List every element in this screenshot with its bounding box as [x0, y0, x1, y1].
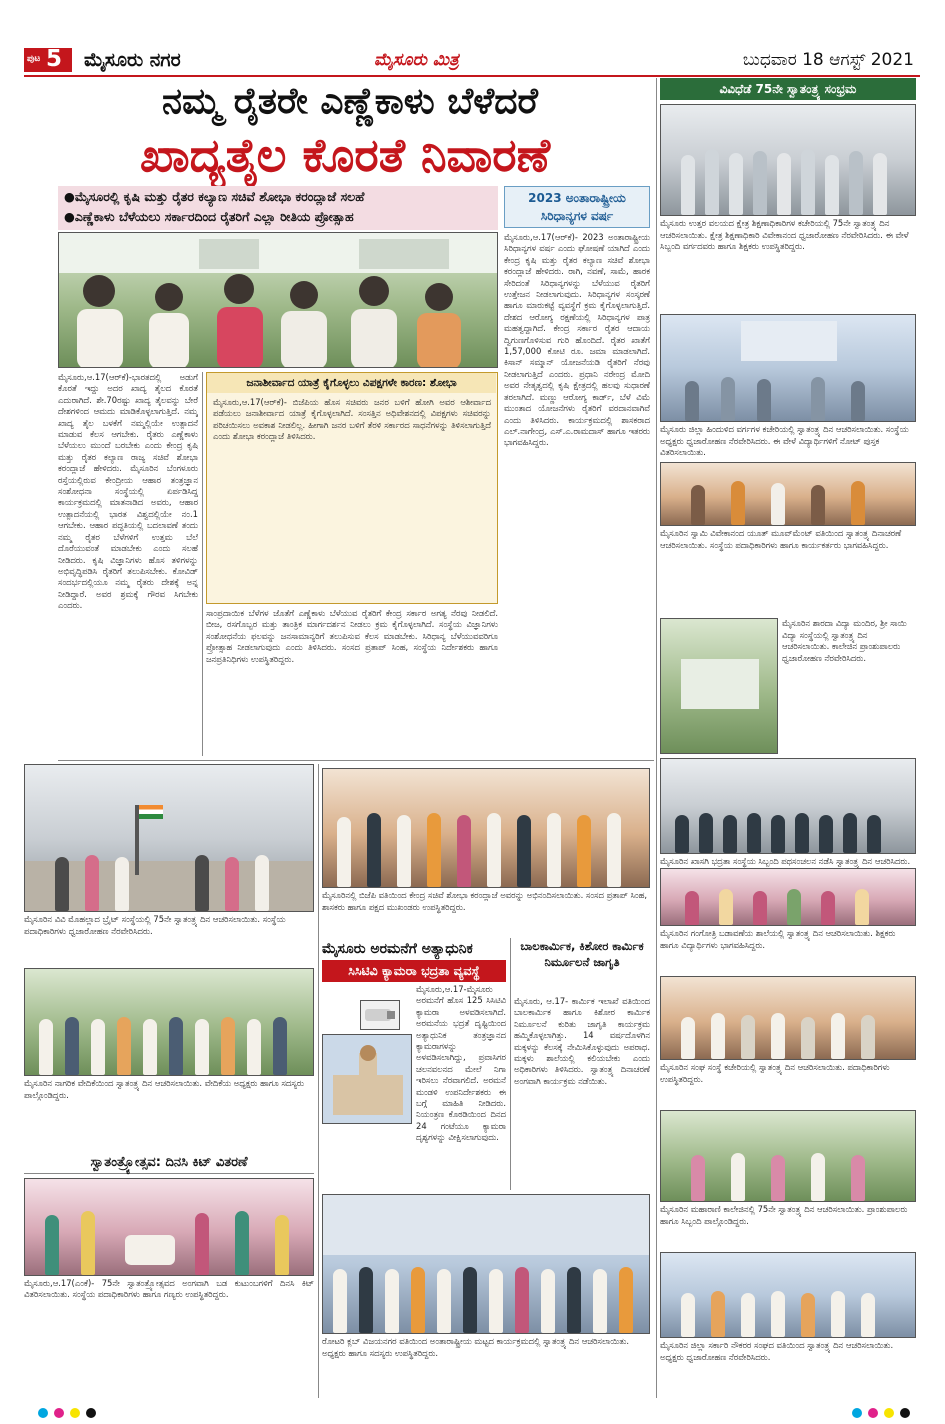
center-cap-felicitation: ಮೈಸೂರಿನಲ್ಲಿ ಬಿಜೆಪಿ ವತಿಯಿಂದ ಕೇಂದ್ರ ಸಚಿವೆ ಶೋಭಾ ಕರಂದ್ಲಾಜೆ ಅವರನ್ನು ಅಭಿನಂದಿಸಲಾಯಿತು. ಸಂಸದ ಪ್ರತಾಪ್ ಸಿಂಹ, ಶಾಸಕರು ಹಾಗೂ ಪಕ್ಷದ ಮುಖಂಡರು ಉಪಸ್ಥಿತರಿದ್ದರು. [322, 890, 648, 912]
right-photo-1 [660, 104, 916, 216]
right-cap-7: ಮೈಸೂರಿನ ಸಂಘ ಸಂಸ್ಥೆ ಕಚೇರಿಯಲ್ಲಿ ಸ್ವಾತಂತ್ರ್ಯ ದಿನ ಆಚರಿಸಲಾಯಿತು. ಪದಾಧಿಕಾರಿಗಳು ಉಪಸ್ಥಿತರಿದ್ದರು. [660, 1062, 890, 1084]
left-cap-2: ಮೈಸೂರಿನ ನಾಗರಿಕ ವೇದಿಕೆಯಿಂದ ಸ್ವಾತಂತ್ರ್ಯ ದಿನ ಆಚರಿಸಲಾಯಿತು. ವೇದಿಕೆಯ ಅಧ್ಯಕ್ಷರು ಹಾಗೂ ಸದಸ್ಯರು ಪಾಲ್ಗೊಂಡಿದ್ದರು. [24, 1078, 304, 1100]
page-label-box [24, 48, 72, 72]
palace-headline-1: ಮೈಸೂರು ಅರಮನೆಗೆ ಅತ್ಯಾಧುನಿಕ [322, 941, 473, 957]
left-photo-civic [24, 968, 314, 1076]
masthead [24, 46, 920, 76]
kit-body: ಮೈಸೂರು,ಆ.17(ಎಂಕೆ)- 75ನೇ ಸ್ವಾತಂತ್ರ್ಯೋತ್ಸವದ ಅಂಗವಾಗಿ ಬಡ ಕುಟುಂಬಗಳಿಗೆ ದಿನಸಿ ಕಿಟ್ ವಿತರಿಸಲಾಯಿತು. ಸಂಸ್ಥೆಯ ಪದಾಧಿಕಾರಿಗಳು ಹಾಗೂ ಗಣ್ಯರು ಉಪಸ್ಥಿತರಿದ್ದರು. [24, 1278, 314, 1300]
center-photo-rotary [322, 1194, 650, 1334]
lead-photo-figures [59, 233, 498, 368]
center-cap-rotary: ರೋಟರಿ ಕ್ಲಬ್ ವಿಜಯನಗರ ವತಿಯಿಂದ ಅಂತಾರಾಷ್ಟ್ರೀಯ ಮಟ್ಟದ ಕಾರ್ಯಕ್ರಮದಲ್ಲಿ ಸ್ವಾತಂತ್ರ್ಯ ದಿನ ಆಚರಿಸಲಾಯಿತು. ಅಧ್ಯಕ್ಷರು ಹಾಗೂ ಸದಸ್ಯರು ಉಪಸ್ಥಿತರಿದ್ದರು. [322, 1336, 630, 1358]
page-number: 5 [46, 46, 63, 72]
lead-bullet-2: ●ಎಣ್ಣೆಕಾಳು ಬೆಳೆಯಲು ಸರ್ಕಾರದಿಂದ ರೈತರಿಗೆ ಎಲ್ಲಾ ರೀತಿಯ ಪ್ರೋತ್ಸಾಹ [64, 209, 354, 224]
right-column-header: ವಿವಿಧೆಡೆ 75ನೇ ಸ್ವಾತಂತ್ರ್ಯ ಸಂಭ್ರಮ [660, 78, 916, 100]
millets-year-title-box [504, 186, 650, 228]
janashirvad-box-body: ಮೈಸೂರು,ಆ.17(ಆರ್‌ಕೆ)- ಬಿಜೆಪಿಯ ಹೊಸ ಸಚಿವರು ಜನರ ಬಳಿಗೆ ಹೋಗಿ ಅವರ ಆಶೀರ್ವಾದ ಪಡೆಯಲು ಜನಾಶೀರ್ವಾದ ಯಾತ್ರೆ ಕೈಗೊಳ್ಳಲಾಗಿದೆ. ಸಂಸತ್ತಿನ ಅಧಿವೇಶನದಲ್ಲಿ ವಿಪಕ್ಷಗಳು ಸಚಿವರನ್ನು ಪರಿಚಯಿಸಲು ಅವಕಾಶ ನೀಡಲಿಲ್ಲ. ಹೀಗಾಗಿ ಜನರ ಬಳಿಗೆ ತೆರಳಿ ಸರ್ಕಾರದ ಸಾಧನೆಗಳನ್ನು ತಿಳಿಸಲಾಗುತ್ತಿದೆ ಎಂದು ಶೋಭಾ ಕರಂದ್ಲಾಜೆ ತಿಳಿಸಿದರು. [213, 397, 491, 442]
palace-body: ಮೈಸೂರು,ಆ.17-ಮೈಸೂರು ಅರಮನೆಗೆ ಹೊಸ 125 ಸಿಸಿಟಿವಿ ಕ್ಯಾಮರಾ ಅಳವಡಿಸಲಾಗಿದೆ. ಅರಮನೆಯ ಭದ್ರತೆ ದೃಷ್ಟಿಯಿಂದ ಅತ್ಯಾಧುನಿಕ ತಂತ್ರಜ್ಞಾನದ ಕ್ಯಾಮರಾಗಳನ್ನು ಅಳವಡಿಸಲಾಗಿದ್ದು, ಪ್ರವಾಸಿಗರ ಚಲನವಲನದ ಮೇಲೆ ನಿಗಾ ಇರಿಸಲು ನೆರವಾಗಲಿದೆ. ಅರಮನೆ ಮಂಡಳಿ ಉಪನಿರ್ದೇಶಕರು ಈ ಬಗ್ಗೆ ಮಾಹಿತಿ ನೀಡಿದರು. ನಿಯಂತ್ರಣ ಕೊಠಡಿಯಿಂದ ದಿನದ 24 ಗಂಟೆಯೂ ಕ್ಯಾಮರಾ ದೃಶ್ಯಗಳನ್ನು ವೀಕ್ಷಿಸಲಾಗುವುದು. [416, 984, 506, 1143]
millets-year-title: 2023 ಅಂತಾರಾಷ್ಟ್ರೀಯ ಸಿರಿಧಾನ್ಯಗಳ ವರ್ಷ [528, 191, 626, 223]
center-photo-felicitation [322, 768, 650, 888]
lead-subheads [58, 186, 498, 230]
right-cap-5: ಮೈಸೂರಿನ ಖಾಸಗಿ ಭದ್ರತಾ ಸಂಸ್ಥೆಯ ಸಿಬ್ಬಂದಿ ಪಥಸಂಚಲನ ನಡೆಸಿ ಸ್ವಾತಂತ್ರ್ಯ ದಿನ ಆಚರಿಸಿದರು. [660, 856, 911, 866]
right-photo-2 [660, 314, 916, 422]
right-cap-1: ಮೈಸೂರು ಉತ್ತರ ವಲಯದ ಕ್ಷೇತ್ರ ಶಿಕ್ಷಣಾಧಿಕಾರಿಗಳ ಕಚೇರಿಯಲ್ಲಿ 75ನೇ ಸ್ವಾತಂತ್ರ್ಯ ದಿನ ಆಚರಿಸಲಾಯಿತು. ಕ್ಷೇತ್ರ ಶಿಕ್ಷಣಾಧಿಕಾರಿ ವಿವೇಕಾನಂದ ಧ್ವಜಾರೋಹಣ ನೆರವೇರಿಸಿದರು. ಈ ವೇಳೆ ಸಿಬ್ಬಂದಿ ವರ್ಗದವರು ಹಾಗೂ ಶಿಕ್ಷಕರು ಉಪಸ್ಥಿತರಿದ್ದರು. [660, 218, 909, 252]
kit-headline: ಸ್ವಾತಂತ್ರ್ಯೋತ್ಸವ: ದಿನಸಿ ಕಿಟ್ ವಿತರಣೆ [24, 1152, 314, 1174]
child-labour-body: ಮೈಸೂರು, ಆ.17- ಕಾರ್ಮಿಕ ಇಲಾಖೆ ವತಿಯಿಂದ ಬಾಲಕಾರ್ಮಿಕ ಹಾಗೂ ಕಿಶೋರ ಕಾರ್ಮಿಕ ನಿರ್ಮೂಲನೆ ಕುರಿತು ಜಾಗೃತಿ ಕಾರ್ಯಕ್ರಮ ಹಮ್ಮಿಕೊಳ್ಳಲಾಗಿತ್ತು. 14 ವರ್ಷದೊಳಗಿನ ಮಕ್ಕಳನ್ನು ಕೆಲಸಕ್ಕೆ ನೇಮಿಸಿಕೊಳ್ಳುವುದು ಅಪರಾಧ. ಮಕ್ಕಳು ಶಾಲೆಯಲ್ಲಿ ಕಲಿಯಬೇಕು ಎಂದು ಅಧಿಕಾರಿಗಳು ತಿಳಿಸಿದರು. ಸ್ವಾತಂತ್ರ್ಯ ದಿನಾಚರಣೆ ಅಂಗವಾಗಿ ಕಾರ್ಯಕ್ರಮ ನಡೆಯಿತು. [514, 996, 650, 1086]
janashirvad-box [206, 372, 498, 604]
registration-marks [0, 1404, 945, 1424]
millets-year-body: ಮೈಸೂರು,ಆ.17(ಆರ್‌ಕೆ)- 2023 ಅಂತಾರಾಷ್ಟ್ರೀಯ ಸಿರಿಧಾನ್ಯಗಳ ವರ್ಷ ಎಂದು ಘೋಷಣೆ ಯಾಗಿದೆ ಎಂದು ಕೇಂದ್ರ ಕೃಷಿ ಮತ್ತು ರೈತರ ಕಲ್ಯಾಣ ಸಚಿವೆ ಶೋಭಾ ಕರಂದ್ಲಾಜೆ ಹೇಳಿದರು. ರಾಗಿ, ನವಣೆ, ಸಾಮೆ, ಹಾರಕ ಸೇರಿದಂತೆ ಸಿರಿಧಾನ್ಯಗಳನ್ನು ಬೆಳೆಯುವ ರೈತರಿಗೆ ಉತ್ತೇಜನ ನೀಡಲಾಗುವುದು. ಸಿರಿಧಾನ್ಯಗಳ ಸಂಸ್ಕರಣೆ ಹಾಗೂ ಮಾರುಕಟ್ಟೆ ವ್ಯವಸ್ಥೆಗೆ ಕ್ರಮ ಕೈಗೊಳ್ಳಲಾಗುತ್ತಿದೆ. ದೇಶದ ಆರೋಗ್ಯ ರಕ್ಷಣೆಯಲ್ಲಿ ಸಿರಿಧಾನ್ಯಗಳ ಪಾತ್ರ ಮಹತ್ವದ್ದಾಗಿದೆ. ಕೇಂದ್ರ ಸರ್ಕಾರ ರೈತರ ಆದಾಯ ದ್ವಿಗುಣಗೊಳಿಸುವ ಗುರಿ ಹೊಂದಿದೆ. ರೈತರ ಖಾತೆಗೆ 1,57,000 ಕೋಟಿ ರೂ. ಜಮಾ ಮಾಡಲಾಗಿದೆ. ಕಿಸಾನ್ ಸಮ್ಮಾನ್ ಯೋಜನೆಯಡಿ ರೈತರಿಗೆ ನೆರವು ನೀಡಲಾಗುತ್ತಿದೆ ಎಂದರು. ಪ್ರಧಾನಿ ನರೇಂದ್ರ ಮೋದಿ ಅವರ ನೇತೃತ್ವದಲ್ಲಿ ಕೃಷಿ ಕ್ಷೇತ್ರದಲ್ಲಿ ಹಲವು ಸುಧಾರಣೆ ತರಲಾಗಿದೆ. ಮಣ್ಣು ಆರೋಗ್ಯ ಕಾರ್ಡ್, ಬೆಳೆ ವಿಮೆ ಮುಂತಾದ ಯೋಜನೆಗಳು ರೈತರಿಗೆ ವರದಾನವಾಗಿವೆ ಎಂದು ತಿಳಿಸಿದರು. ಕಾರ್ಯಕ್ರಮದಲ್ಲಿ ಶಾಸಕರಾದ ಎಲ್.ನಾಗೇಂದ್ರ, ಎಸ್.ಎ.ರಾಮದಾಸ್ ಹಾಗೂ ಇತರರು ಭಾಗವಹಿಸಿದ್ದರು. [504, 232, 650, 448]
lead-photo-minister-meeting [58, 232, 498, 368]
lead-body-col2: ಸಾಂಪ್ರದಾಯಿಕ ಬೆಳೆಗಳ ಜೊತೆಗೆ ಎಣ್ಣೆಕಾಳು ಬೆಳೆಯುವ ರೈತರಿಗೆ ಕೇಂದ್ರ ಸರ್ಕಾರ ಅಗತ್ಯ ನೆರವು ನೀಡಲಿದೆ. ಬೀಜ, ರಸಗೊಬ್ಬರ ಮತ್ತು ತಾಂತ್ರಿಕ ಮಾರ್ಗದರ್ಶನ ನೀಡಲು ಕ್ರಮ ಕೈಗೊಳ್ಳಲಾಗಿದೆ. ಸಂಸ್ಥೆಯ ವಿಜ್ಞಾನಿಗಳು ಸಂಶೋಧನೆಯ ಫಲವನ್ನು ಜನಸಾಮಾನ್ಯರಿಗೆ ತಲುಪಿಸುವ ಕೆಲಸ ಮಾಡಬೇಕು. ಸಿರಿಧಾನ್ಯ ಬೆಳೆಯುವವರಿಗೂ ಪ್ರೋತ್ಸಾಹ ನೀಡಲಾಗುವುದು ಎಂದು ತಿಳಿಸಿದರು. ಸಂಸದ ಪ್ರತಾಪ್ ಸಿಂಹ, ಸಂಸ್ಥೆಯ ನಿರ್ದೇಶಕರು ಹಾಗೂ ಜನಪ್ರತಿನಿಧಿಗಳು ಉಪಸ್ಥಿತರಿದ್ದರು. [206, 608, 498, 664]
child-labour-headline: ಬಾಲಕಾರ್ಮಿಕ, ಕಿಶೋರ ಕಾರ್ಮಿಕ ನಿರ್ಮೂಲನೆ ಜಾಗೃತಿ [520, 939, 644, 969]
janashirvad-box-title: ಜನಾಶೀರ್ವಾದ ಯಾತ್ರೆ ಕೈಗೊಳ್ಳಲು ವಿಪಕ್ಷಗಳೇ ಕಾರಣ: ಶೋಭಾ [207, 373, 496, 393]
page-label: ಪುಟ [27, 54, 41, 64]
paper-name: ಮೈಸೂರು ಮಿತ್ರ [374, 50, 459, 70]
left-photo-bright [24, 764, 314, 912]
left-cap-1: ಮೈಸೂರಿನ ವಿವಿ ಮೊಹಲ್ಲಾದ ಬ್ರೈಟ್ ಸಂಸ್ಥೆಯಲ್ಲಿ 75ನೇ ಸ್ವಾತಂತ್ರ್ಯ ದಿನ ಆಚರಿಸಲಾಯಿತು. ಸಂಸ್ಥೆಯ ಪದಾಧಿಕಾರಿಗಳು ಧ್ವಜಾರೋಹಣ ನೆರವೇರಿಸಿದರು. [24, 914, 286, 936]
palace-headline-2: ಸಿಸಿಟಿವಿ ಕ್ಯಾಮರಾ ಭದ್ರತಾ ವ್ಯವಸ್ಥೆ [322, 960, 506, 982]
date-line: ಬುಧವಾರ 18 ಆಗಸ್ಟ್ 2021 [742, 50, 914, 70]
lead-bullet-1: ●ಮೈಸೂರಲ್ಲಿ ಕೃಷಿ ಮತ್ತು ರೈತರ ಕಲ್ಯಾಣ ಸಚಿವೆ ಶೋಭಾ ಕರಂದ್ಲಾಜೆ ಸಲಹೆ [64, 189, 365, 204]
palace-photo [322, 1034, 412, 1124]
right-cap-4: ಮೈಸೂರಿನ ಶಾರದಾ ವಿದ್ಯಾ ಮಂದಿರ, ಶ್ರೀ ಸಾಯಿ ವಿದ್ಯಾ ಸಂಸ್ಥೆಯಲ್ಲಿ ಸ್ವಾತಂತ್ರ್ಯ ದಿನ ಆಚರಿಸಲಾಯಿತು. ಕಾಲೇಜಿನ ಪ್ರಾಂಶುಪಾಲರು ಧ್ವಜಾರೋಹಣ ನೆರವೇರಿಸಿದರು. [782, 618, 907, 663]
right-cap-2: ಮೈಸೂರು ಜಿಲ್ಲಾ ಹಿಂದುಳಿದ ವರ್ಗಗಳ ಕಚೇರಿಯಲ್ಲಿ ಸ್ವಾತಂತ್ರ್ಯ ದಿನ ಆಚರಿಸಲಾಯಿತು. ಸಂಸ್ಥೆಯ ಅಧ್ಯಕ್ಷರು ಧ್ವಜಾರೋಹಣ ನೆರವೇರಿಸಿದರು. ಈ ವೇಳೆ ವಿದ್ಯಾರ್ಥಿಗಳಿಗೆ ನೋಟ್ ಪುಸ್ತಕ ವಿತರಿಸಲಾಯಿತು. [660, 424, 909, 458]
lead-headline-1: ನಮ್ಮ ರೈತರೇ ಎಣ್ಣೆಕಾಳು ಬೆಳೆದರೆ [162, 81, 538, 122]
right-photo-4 [660, 618, 778, 754]
right-photo-9 [660, 1252, 916, 1338]
right-photo-3 [660, 462, 916, 526]
right-cap-9: ಮೈಸೂರಿನ ಜಿಲ್ಲಾ ಸರ್ಕಾರಿ ನೌಕರರ ಸಂಘದ ವತಿಯಿಂದ ಸ್ವಾತಂತ್ರ್ಯ ದಿನ ಆಚರಿಸಲಾಯಿತು. ಅಧ್ಯಕ್ಷರು ಧ್ವಜಾರೋಹಣ ನೆರವೇರಿಸಿದರು. [660, 1340, 894, 1362]
right-cap-8: ಮೈಸೂರಿನ ಮಹಾರಾಣಿ ಕಾಲೇಜಿನಲ್ಲಿ 75ನೇ ಸ್ವಾತಂತ್ರ್ಯ ದಿನ ಆಚರಿಸಲಾಯಿತು. ಪ್ರಾಂಶುಪಾಲರು ಹಾಗೂ ಸಿಬ್ಬಂದಿ ಪಾಲ್ಗೊಂಡಿದ್ದರು. [660, 1204, 908, 1226]
right-photo-5 [660, 758, 916, 854]
right-photo-6 [660, 868, 916, 926]
lead-headline-2: ಖಾದ್ಯತೈಲ ಕೊರತೆ ನಿವಾರಣೆ [139, 128, 551, 182]
right-photo-7 [660, 976, 916, 1060]
right-photo-8 [660, 1110, 916, 1202]
right-cap-6: ಮೈಸೂರಿನ ಗಂಗೋತ್ರಿ ಬಡಾವಣೆಯ ಶಾಲೆಯಲ್ಲಿ ಸ್ವಾತಂತ್ರ್ಯ ದಿನ ಆಚರಿಸಲಾಯಿತು. ಶಿಕ್ಷಕರು ಹಾಗೂ ವಿದ್ಯಾರ್ಥಿಗಳು ಭಾಗವಹಿಸಿದ್ದರು. [660, 928, 896, 950]
left-photo-kit [24, 1178, 314, 1276]
section-title: ಮೈಸೂರು ನಗರ [84, 49, 181, 71]
lead-body-col1: ಮೈಸೂರು,ಆ.17(ಆರ್‌ಕೆ)-ಭಾರತದಲ್ಲಿ ಅಡುಗೆ ಕೊರತೆ ಇದ್ದು ಅದರ ಖಾದ್ಯ ತೈಲದ ಕೊರತೆ ಎದುರಾಗಿದೆ. ಶೇ.70ರಷ್ಟು ಖಾದ್ಯ ತೈಲವನ್ನು ಬೇರೆ ದೇಶಗಳಿಂದ ಆಮದು ಮಾಡಿಕೊಳ್ಳಲಾಗುತ್ತಿದೆ. ನಮ್ಮ ಖಾದ್ಯ ತೈಲ ಬಳಕೆಗೆ ನಮ್ಮಲ್ಲಿಯೇ ಉತ್ಪಾದನೆ ಮಾಡುವ ಕೆಲಸ ಆಗಬೇಕು. ರೈತರು ಎಣ್ಣೆಕಾಳು ಬೆಳೆಯಲು ಮುಂದೆ ಬರಬೇಕು ಎಂದು ಕೇಂದ್ರ ಕೃಷಿ ಮತ್ತು ರೈತರ ಕಲ್ಯಾಣ ರಾಜ್ಯ ಸಚಿವೆ ಶೋಭಾ ಕರಂದ್ಲಾಜೆ ಹೇಳಿದರು. ಮೈಸೂರಿನ ಬೆಂಗಳೂರು ರಸ್ತೆಯಲ್ಲಿರುವ ಕೇಂದ್ರೀಯ ಆಹಾರ ತಂತ್ರಜ್ಞಾನ ಸಂಶೋಧನಾ ಸಂಸ್ಥೆಯಲ್ಲಿ ಏರ್ಪಡಿಸಿದ್ದ ಕಾರ್ಯಕ್ರಮದಲ್ಲಿ ಮಾತನಾಡಿದ ಅವರು, ಆಹಾರ ಉತ್ಪಾದನೆಯಲ್ಲಿ ಭಾರತ ವಿಶ್ವದಲ್ಲಿಯೇ ನಂ.1 ಆಗಬೇಕು. ಆಹಾರ ಪದ್ಧತಿಯಲ್ಲಿ ಬದಲಾವಣೆ ತಂದು ನಮ್ಮ ರೈತರ ಬೆಳೆಗಳಿಗೆ ಉತ್ತಮ ಬೆಲೆ ದೊರೆಯುವಂತೆ ಮಾಡಬೇಕು ಎಂದು ಸಲಹೆ ನೀಡಿದರು. ಕೃಷಿ ವಿಜ್ಞಾನಿಗಳು ಹೊಸ ತಳಿಗಳನ್ನು ಅಭಿವೃದ್ಧಿಪಡಿಸಿ ರೈತರಿಗೆ ತಲುಪಿಸಬೇಕು. ಕೋವಿಡ್ ಸಂದರ್ಭದಲ್ಲಿಯೂ ನಮ್ಮ ರೈತರು ದೇಶಕ್ಕೆ ಅನ್ನ ನೀಡಿದ್ದಾರೆ. ಅವರ ಶ್ರಮಕ್ಕೆ ಗೌರವ ಸಿಗಬೇಕು ಎಂದರು. [58, 372, 198, 611]
cctv-camera-photo [360, 1000, 400, 1030]
right-cap-3: ಮೈಸೂರಿನ ಸ್ವಾಮಿ ವಿವೇಕಾನಂದ ಯೂತ್ ಮೂವ್‌ಮೆಂಟ್ ವತಿಯಿಂದ ಸ್ವಾತಂತ್ರ್ಯ ದಿನಾಚರಣೆ ಆಚರಿಸಲಾಯಿತು. ಸಂಸ್ಥೆಯ ಪದಾಧಿಕಾರಿಗಳು ಹಾಗೂ ಕಾರ್ಯಕರ್ತರು ಭಾಗವಹಿಸಿದ್ದರು. [660, 528, 902, 550]
